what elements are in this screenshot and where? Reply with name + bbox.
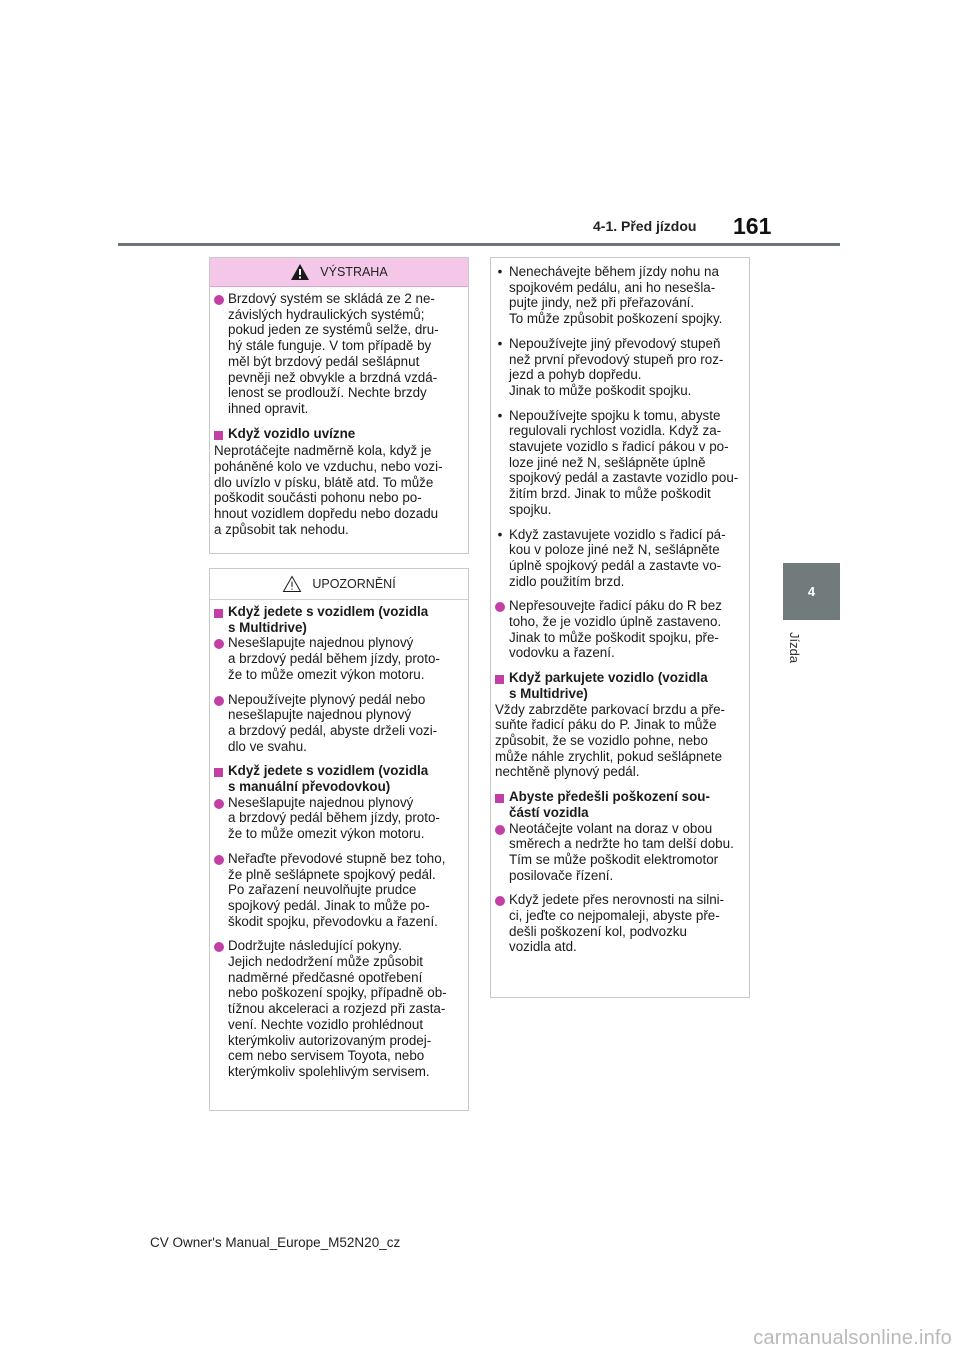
- subheading: [495, 670, 745, 701]
- circle-bullet-icon: [214, 635, 228, 682]
- list-item: [214, 291, 464, 417]
- list-item: [495, 892, 745, 955]
- list-item: [495, 264, 745, 327]
- bullet-icon: •: [497, 335, 503, 351]
- item-text: Nesešlapujte najednou plynový a brzdový pedál během jízdy, proto- že to může omezit výkon motoru.: [228, 794, 440, 842]
- item-text: Dodržujte následující pokyny. Jejich nedodržení může způsobit nadměrné předčasné opotřebení nebo poškození spojky, případně ob- tížnou akceleraci a rozjezd při zasta- vení. Nechte vozidlo prohlédnout kterýmkoliv autorizovaným prodej- cem nebo servisem Toyota, nebo kterýmkoliv spolehlivým servisem.: [228, 938, 447, 1079]
- section-title: 4-1. Před jízdou: [593, 218, 697, 234]
- list-item: [495, 336, 745, 399]
- warning-title: VÝSTRAHA: [320, 265, 388, 279]
- item-text: Nepoužívejte spojku k tomu, abyste regulovali rychlost vozidla. Když za- stavujete vozidlo s řadicí pákou v po- loze jiné než N, sešlápněte úplně spojkový pedál a zastavte vozidlo pou- žitím brzd. Jinak to může poškodit spojku.: [509, 407, 739, 517]
- caution-icon: [282, 575, 302, 593]
- continued-content: [491, 258, 749, 955]
- circle-bullet-icon: [214, 291, 228, 417]
- continued-caution-box: [490, 257, 750, 998]
- paragraph: Neprotáčejte nadměrně kola, když je poháněné kolo ve vzduchu, nebo vozi- dlo uvízlo v písku, blátě atd. To může poškodit součásti pohonu nebo po- hnout vozidlem dopředu nebo dozadu a způsobit tak nehodu.: [214, 443, 443, 537]
- circle-bullet-icon: [214, 795, 228, 842]
- square-bullet-icon: [214, 604, 228, 635]
- subheading: [214, 604, 464, 635]
- caution-content: [210, 600, 468, 1080]
- list-item: [214, 635, 464, 682]
- bullet-icon: •: [497, 407, 503, 423]
- list-item: [214, 851, 464, 930]
- item-text: Nepoužívejte jiný převodový stupeň než první převodový stupeň pro roz- jezd a pohyb dopředu. Jinak to může poškodit spojku.: [509, 335, 724, 398]
- square-bullet-icon: [214, 763, 228, 794]
- circle-bullet-icon: [214, 938, 228, 1079]
- square-bullet-icon: [214, 426, 228, 444]
- circle-bullet-icon: [214, 851, 228, 930]
- item-text: Nepoužívejte plynový pedál nebo nesešlapujte najednou plynový a brzdový pedál, abyste drželi vozi- dlo ve svahu.: [228, 691, 438, 754]
- subheading: [495, 789, 745, 820]
- list-item: [495, 527, 745, 590]
- square-bullet-icon: [495, 789, 509, 820]
- paragraph: Vždy zabrzděte parkovací brzdu a pře- suňte řadicí páku do P. Jinak to může způsobit, že se vozidlo pohne, nebo může náhle zrychlit, pokud sešlápnete nechtěně plynový pedál.: [495, 701, 725, 780]
- item-text: Brzdový systém se skládá ze 2 ne- závislých hydraulických systémů; pokud jeden ze systémů selže, dru- hý stále funguje. V tom případě by měl být brzdový pedál sešlápnut pevněji než obvykle a brzdná vzdá- lenost se prodlouží. Nechte brzdy ihned opravit.: [228, 291, 439, 416]
- subheading-text: Když jedete s vozidlem (vozidla s Multidrive): [228, 604, 429, 635]
- page-number: 161: [733, 213, 772, 239]
- warning-icon: [290, 263, 310, 281]
- item-text: Neřaďte převodové stupně bez toho, že plně sešlápnete spojkový pedál. Po zařazení neuvolňujte prudce spojkový pedál. Jinak to může po- škodit spojku, převodovku a řazení.: [228, 850, 446, 929]
- item-text: Nepřesouvejte řadicí páku do R bez toho, že je vozidlo úplně zastaveno. Jinak to může poškodit spojku, pře- vodovku a řazení.: [509, 598, 722, 661]
- list-item: [495, 408, 745, 518]
- chapter-tab: [783, 563, 840, 620]
- item-text: Neotáčejte volant na doraz v obou směrech a nedržte ho tam delší dobu. Tím se může poškodit elektromotor posilovače řízení.: [509, 820, 734, 883]
- watermark: carmanualsonline.info: [753, 1327, 952, 1349]
- list-item: [214, 795, 464, 842]
- circle-bullet-icon: [495, 892, 509, 955]
- circle-bullet-icon: [495, 821, 509, 884]
- item-text: Nenechávejte během jízdy nohu na spojkovém pedálu, ani ho nesešla- pujte jindy, než při přeřazování. To může způsobit poškození spojky.: [509, 264, 723, 327]
- list-item: [495, 821, 745, 884]
- header-rule: [118, 243, 840, 246]
- bullet-icon: •: [497, 526, 503, 542]
- warning-content: [210, 287, 468, 538]
- caution-header: [210, 569, 468, 600]
- chapter-label: Jízda: [787, 632, 802, 664]
- list-item: [495, 598, 745, 661]
- chapter-number: 4: [807, 584, 816, 599]
- circle-bullet-icon: [495, 598, 509, 661]
- subheading-text: Abyste předešli poškození sou- částí vozidla: [509, 789, 710, 820]
- item-text: Když jedete přes nerovnosti na silni- ci, jeďte co nejpomaleji, abyste pře- dešli poškození kol, podvozku vozidla atd.: [509, 892, 725, 955]
- warning-box: [209, 257, 469, 554]
- caution-box: [209, 568, 469, 1111]
- warning-header: [210, 258, 468, 287]
- subheading-text: Když parkujete vozidlo (vozidla s Multidrive): [509, 670, 708, 701]
- list-item: [214, 692, 464, 755]
- circle-bullet-icon: [214, 692, 228, 755]
- item-text: Nesešlapujte najednou plynový a brzdový pedál během jízdy, proto- že to může omezit výkon motoru.: [228, 635, 440, 682]
- item-text: Když zastavujete vozidlo s řadicí pá- kou v poloze jiné než N, sešlápněte úplně spojkový pedál a zastavte vo- zidlo použitím brzd.: [509, 526, 726, 589]
- list-item: [214, 938, 464, 1079]
- square-bullet-icon: [495, 670, 509, 701]
- caution-title: UPOZORNĚNÍ: [312, 577, 396, 591]
- subheading-text: Když jedete s vozidlem (vozidla s manuální převodovkou): [228, 763, 429, 795]
- subheading: [214, 426, 464, 444]
- footer-text: CV Owner's Manual_Europe_M52N20_cz: [150, 1235, 401, 1250]
- subheading: [214, 763, 464, 794]
- subheading-text: Když vozidlo uvízne: [228, 425, 356, 441]
- bullet-icon: •: [497, 264, 503, 279]
